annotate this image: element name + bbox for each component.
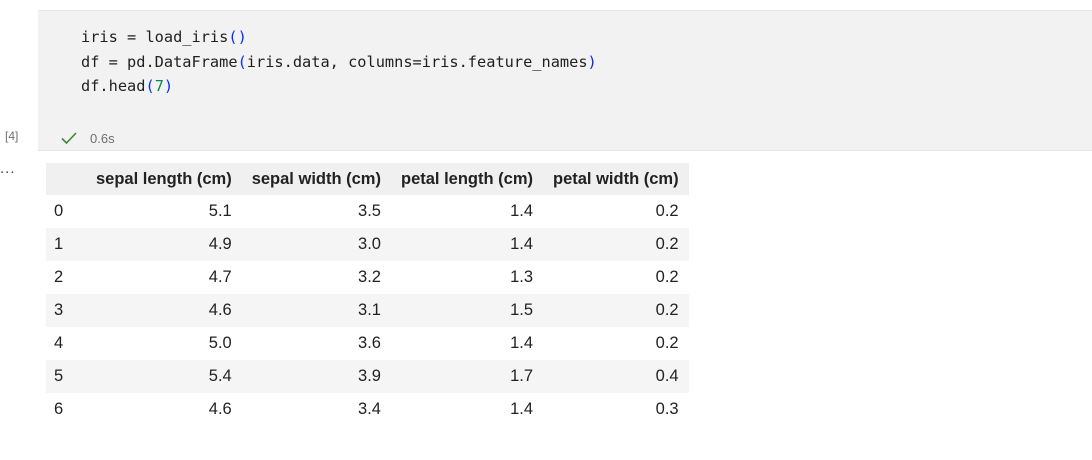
table-cell: 3.1 bbox=[358, 301, 381, 319]
code-token: iris = load_iris bbox=[81, 28, 229, 46]
table-row bbox=[46, 360, 689, 393]
table-cell: 0.4 bbox=[655, 367, 679, 385]
code-token: df = pd.DataFrame bbox=[81, 52, 238, 71]
table-row bbox=[46, 294, 689, 327]
table-cell: 5.4 bbox=[208, 367, 232, 385]
table-row bbox=[46, 261, 689, 294]
code-token: ) bbox=[587, 52, 597, 71]
table-row bbox=[46, 393, 689, 426]
output-more-menu[interactable]: ... bbox=[0, 160, 16, 177]
table-cell: 4.9 bbox=[208, 235, 232, 253]
execution-count: [4] bbox=[5, 129, 19, 143]
table-cell: 1.5 bbox=[510, 301, 533, 319]
table-row bbox=[46, 327, 689, 360]
column-header: sepal width (cm) bbox=[242, 163, 391, 195]
table-row bbox=[46, 195, 689, 228]
dataframe-output-table bbox=[46, 163, 689, 426]
table-cell: 4.6 bbox=[208, 400, 232, 418]
code-token: df.head bbox=[81, 77, 146, 95]
execution-time: 0.6s bbox=[90, 130, 115, 146]
table-header-row bbox=[46, 163, 689, 195]
table-cell: 0.2 bbox=[655, 202, 679, 220]
code-token: ) bbox=[163, 77, 174, 95]
table-cell: 3.2 bbox=[358, 268, 381, 286]
table-cell: 4.7 bbox=[208, 268, 232, 286]
table-cell: 3.9 bbox=[358, 367, 381, 385]
cell-status bbox=[60, 129, 115, 147]
table-cell: 1.4 bbox=[510, 235, 533, 253]
table-cell: 1.4 bbox=[510, 202, 533, 220]
index-header bbox=[46, 163, 86, 195]
row-index: 0 bbox=[54, 202, 64, 220]
code-cell[interactable] bbox=[38, 10, 1092, 151]
column-header: petal width (cm) bbox=[543, 163, 689, 195]
table-row bbox=[46, 228, 689, 261]
table-cell: 5.1 bbox=[208, 202, 232, 220]
table-cell: 1.4 bbox=[510, 334, 533, 352]
row-index: 5 bbox=[54, 367, 64, 385]
code-token: 7 bbox=[154, 77, 164, 95]
table-cell: 1.4 bbox=[510, 400, 533, 418]
table-cell: 1.3 bbox=[510, 268, 533, 286]
row-index: 6 bbox=[54, 400, 64, 418]
code-line bbox=[81, 25, 597, 50]
table-cell: 0.3 bbox=[655, 400, 679, 418]
code-token: ( bbox=[237, 52, 247, 71]
table-cell: 4.6 bbox=[208, 301, 232, 319]
table-cell: 3.4 bbox=[358, 400, 381, 418]
code-token: () bbox=[228, 28, 247, 46]
row-index: 4 bbox=[54, 334, 64, 352]
row-index: 1 bbox=[54, 235, 64, 253]
table-cell: 0.2 bbox=[655, 268, 679, 286]
table-body bbox=[46, 195, 689, 426]
row-index: 2 bbox=[54, 268, 64, 286]
table-cell: 3.6 bbox=[358, 334, 381, 352]
code-line bbox=[81, 74, 597, 99]
check-icon bbox=[60, 129, 78, 147]
code-line bbox=[81, 50, 597, 75]
table-cell: 3.0 bbox=[358, 235, 381, 253]
table-cell: 5.0 bbox=[208, 334, 232, 352]
code-token: ( bbox=[145, 77, 155, 95]
code-editor[interactable] bbox=[81, 25, 597, 99]
column-header: petal length (cm) bbox=[391, 163, 543, 195]
table-cell: 0.2 bbox=[655, 334, 679, 352]
column-header: sepal length (cm) bbox=[86, 163, 242, 195]
table-cell: 3.5 bbox=[358, 202, 381, 220]
code-token: iris.data, columns=iris.feature_names bbox=[246, 52, 588, 71]
table-cell: 1.7 bbox=[510, 367, 533, 385]
row-index: 3 bbox=[54, 301, 64, 319]
table-cell: 0.2 bbox=[655, 235, 679, 253]
table-cell: 0.2 bbox=[655, 301, 679, 319]
